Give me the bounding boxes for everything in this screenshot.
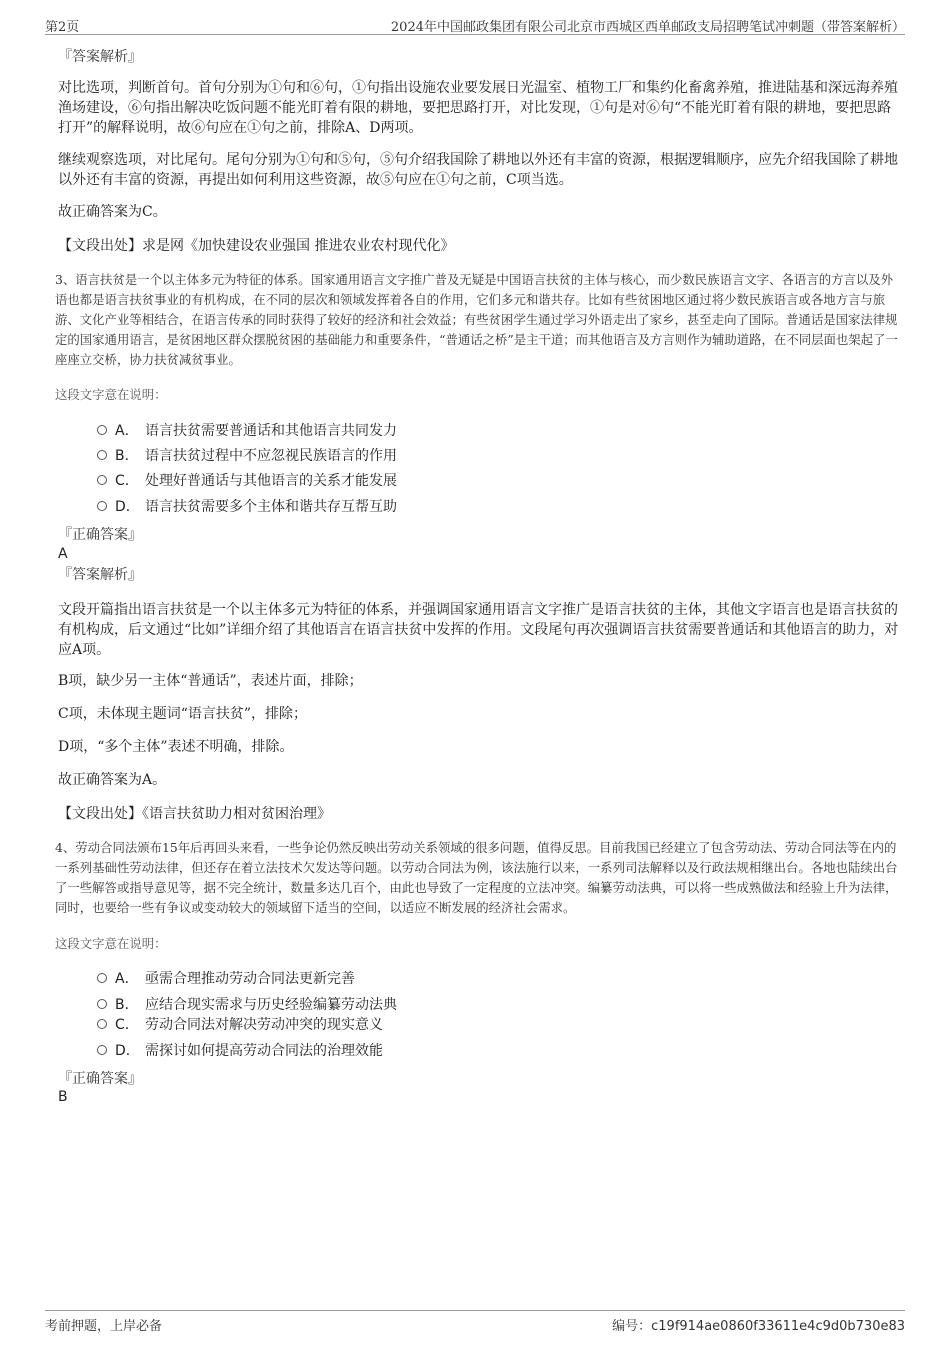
page-number: 第2页 [45, 20, 80, 35]
q3-analysis-label: 『答案解析』 [58, 567, 142, 583]
q3-source: 【文段出处】《语言扶贫助力相对贫困治理》 [58, 806, 331, 822]
q3-option-c[interactable]: C． 处理好普通话与其他语言的关系才能发展 [97, 470, 397, 492]
q4-prompt: 这段文字意在说明： [55, 936, 167, 951]
q4-option-a[interactable]: A． 亟需合理推动劳动合同法更新完善 [97, 968, 355, 990]
q3-option-b[interactable]: B． 语言扶贫过程中不应忽视民族语言的作用 [97, 445, 397, 467]
q4-answer: B [58, 1089, 68, 1105]
q2-analysis-label: 『答案解析』 [58, 49, 142, 65]
q4-answer-label: 『正确答案』 [58, 1071, 142, 1087]
q3-answer-statement: 故正确答案为A。 [58, 772, 167, 788]
page-footer [45, 1310, 905, 1334]
q3-answer-label: 『正确答案』 [58, 527, 142, 543]
q3-option-a[interactable]: A． 语言扶贫需要普通话和其他语言共同发力 [97, 420, 397, 442]
q3-answer: A [58, 546, 68, 562]
q3-analysis-paragraph: D项，“多个主体”表述不明确，排除。 [58, 739, 294, 755]
q3-option-d[interactable]: D． 语言扶贫需要多个主体和谐共存互帮互助 [97, 496, 397, 518]
q4-option-b[interactable]: B． 应结合现实需求与历史经验编纂劳动法典 [97, 994, 397, 1016]
q4-option-d[interactable]: D． 需探讨如何提高劳动合同法的治理效能 [97, 1040, 383, 1062]
radio-icon[interactable] [97, 425, 107, 435]
q3-stem: 3、语言扶贫是一个以主体多元为特征的体系。国家通用语言文字推广普及无疑是中国语言扶贫的主体与核心，而少数民族语言文字、各语言的方言以及外语也都是语言扶贫事业的有机构成，在不同的层次和领域发挥着各自的作用，它们多元和谐共存。比如有些贫困地区通过将少数民族语言或各地方言与旅游、文化产业等相结合，在语言传承的同时获得了较好的经济和社会效益；有些贫困学生通过学习外语走出了家乡，甚至走向了国际。普通话是国家法律规定的国家通用语言，是贫困地区群众摆脱贫困的基础能力和重要条件，“普通话之桥”是主干道；而其他语言及方言则作为辅助道路，在不同层面也架起了一座座立交桥，协力扶贫减贫事业。 [55, 272, 898, 367]
radio-icon[interactable] [97, 973, 107, 983]
q3-prompt: 这段文字意在说明： [55, 387, 167, 402]
q2-answer-statement: 故正确答案为C。 [58, 204, 167, 220]
radio-icon[interactable] [97, 475, 107, 485]
radio-icon[interactable] [97, 999, 107, 1009]
q2-analysis-paragraph: 对比选项，判断首句。首句分别为①句和⑥句，①句指出设施农业要发展日光温室、植物工厂和集约化畜禽养殖，推进陆基和深远海养殖渔场建设，⑥句指出解决吃饭问题不能光盯着有限的耕地，要把思路打开，对比发现，①句是对⑥句“不能光盯着有限的耕地，要把思路打开”的解释说明，故⑥句应在①句之前，排除A、D两项。 [58, 80, 898, 136]
q3-analysis-paragraph: 文段开篇指出语言扶贫是一个以主体多元为特征的体系，并强调国家通用语言文字推广是语言扶贫的主体，其他文字语言也是语言扶贫的有机构成，后文通过“比如”详细介绍了其他语言在语言扶贫中发挥的作用。文段尾句再次强调语言扶贫需要普通话和其他语言的助力，对应A项。 [58, 602, 899, 658]
q3-analysis-paragraph: C项，未体现主题词“语言扶贫”，排除； [58, 706, 308, 722]
document-title: 2024年中国邮政集团有限公司北京市西城区西单邮政支局招聘笔试冲刺题（带答案解析） [390, 20, 905, 35]
document-code: 编号：c19f914ae0860f33611e4c9d0b730e83 [612, 1319, 905, 1334]
q2-source: 【文段出处】求是网《加快建设农业强国 推进农业农村现代化》 [58, 238, 455, 254]
q3-analysis-paragraph: B项，缺少另一主体“普通话”，表述片面，排除； [58, 673, 363, 689]
q2-analysis-paragraph: 继续观察选项，对比尾句。尾句分别为①句和⑤句，⑤句介绍我国除了耕地以外还有丰富的资源，根据逻辑顺序，应先介绍我国除了耕地以外还有丰富的资源，再提出如何利用这些资源，故⑤句应在①句之前，C项当选。 [58, 152, 898, 188]
footer-slogan: 考前押题，上岸必备 [45, 1319, 163, 1334]
q4-stem: 4、劳动合同法颁布15年后再回头来看，一些争论仍然反映出劳动关系领域的很多问题，值得反思。目前我国已经建立了包含劳动法、劳动合同法等在内的一系列基础性劳动法律，但还存在着立法技术欠发达等问题。以劳动合同法为例，该法施行以来，一系列司法解释以及行政法规相继出台。各地也陆续出台了一些解答或指导意见等，据不完全统计，数量多达几百个，由此也导致了一定程度的立法冲突。编纂劳动法典，可以将一些成熟做法和经验上升为法律，同时，也要给一些有争议或变动较大的领域留下适当的空间，以适应不断发展的经济社会需求。 [55, 840, 898, 915]
q4-option-c[interactable]: C． 劳动合同法对解决劳动冲突的现实意义 [97, 1014, 383, 1036]
radio-icon[interactable] [97, 1045, 107, 1055]
radio-icon[interactable] [97, 450, 107, 460]
radio-icon[interactable] [97, 1019, 107, 1029]
radio-icon[interactable] [97, 501, 107, 511]
page-header [45, 14, 905, 35]
